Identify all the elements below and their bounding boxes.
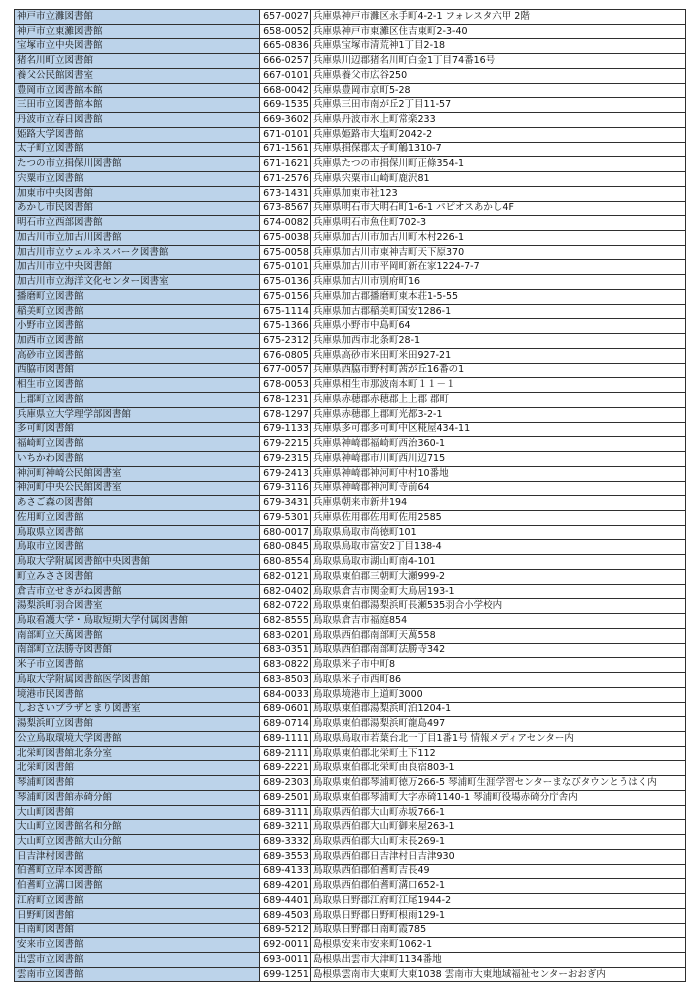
postal-code-cell: 679-3116 [260, 481, 311, 496]
address-cell: 兵庫県多可郡多可町中区糀屋434-11 [311, 422, 686, 437]
address-cell: 鳥取県日野郡日南町霞785 [311, 923, 686, 938]
postal-code-cell: 684-0033 [260, 687, 311, 702]
address-cell: 鳥取県東伯郡湯梨浜町長瀬535羽合小学校内 [311, 599, 686, 614]
table-row [15, 525, 686, 540]
address-cell: 兵庫県加古川市平岡町新在家1224-7-7 [311, 260, 686, 275]
postal-code-cell: 679-2215 [260, 437, 311, 452]
postal-code-cell: 675-0136 [260, 275, 311, 290]
postal-code-cell: 689-1111 [260, 731, 311, 746]
library-name-cell: 宍粟市立図書館 [15, 172, 260, 187]
address-cell: 鳥取県東伯郡琴浦町大字赤碕1140-1 琴浦町役場赤碕分庁舎内 [311, 790, 686, 805]
table-row [15, 363, 686, 378]
library-name-cell: 神河町中央公民館図書室 [15, 481, 260, 496]
postal-code-cell: 674-0082 [260, 216, 311, 231]
table-row [15, 10, 686, 25]
library-name-cell: 湯梨浜町立図書館 [15, 717, 260, 732]
postal-code-cell: 679-3431 [260, 496, 311, 511]
library-name-cell: 神戸市立東灘図書館 [15, 24, 260, 39]
address-cell: 兵庫県揖保郡太子町鵤1310-7 [311, 142, 686, 157]
address-cell: 鳥取県日野郡日野町根雨129-1 [311, 908, 686, 923]
library-name-cell: 出雲市立図書館 [15, 953, 260, 968]
address-cell: 兵庫県加古川市別府町16 [311, 275, 686, 290]
table-row [15, 201, 686, 216]
address-cell: 兵庫県姫路市大塩町2042-2 [311, 127, 686, 142]
table-row [15, 628, 686, 643]
postal-code-cell: 673-1431 [260, 186, 311, 201]
library-name-cell: 琴浦町図書館 [15, 776, 260, 791]
postal-code-cell: 689-2111 [260, 746, 311, 761]
postal-code-cell: 675-0058 [260, 245, 311, 260]
table-row [15, 584, 686, 599]
table-row [15, 172, 686, 187]
address-cell: 兵庫県西脇市野村町茜が丘16番の1 [311, 363, 686, 378]
table-row [15, 835, 686, 850]
address-cell: 鳥取県倉吉市関金町大鳥居193-1 [311, 584, 686, 599]
library-name-cell: 日吉津村図書館 [15, 849, 260, 864]
library-name-cell: 加古川市立加古川図書館 [15, 231, 260, 246]
postal-code-cell: 669-3602 [260, 113, 311, 128]
table-row [15, 113, 686, 128]
address-cell: 鳥取県西伯郡大山町赤坂766-1 [311, 805, 686, 820]
library-name-cell: 公立鳥取環境大学図書館 [15, 731, 260, 746]
table-row [15, 98, 686, 113]
postal-code-cell: 679-5301 [260, 510, 311, 525]
table-row [15, 687, 686, 702]
address-cell: 鳥取県東伯郡琴浦町徳万266-5 琴浦町生涯学習センターまなびタウンとうはく内 [311, 776, 686, 791]
postal-code-cell: 682-0402 [260, 584, 311, 599]
table-row [15, 540, 686, 555]
table-row [15, 746, 686, 761]
address-cell: 鳥取県西伯郡伯耆町吉長49 [311, 864, 686, 879]
library-table [14, 9, 686, 982]
table-row [15, 923, 686, 938]
address-cell: 兵庫県加西市北条町28-1 [311, 334, 686, 349]
address-cell: 兵庫県小野市中島町64 [311, 319, 686, 334]
table-row [15, 39, 686, 54]
table-row [15, 967, 686, 982]
table-row [15, 289, 686, 304]
table-row [15, 820, 686, 835]
postal-code-cell: 671-1621 [260, 157, 311, 172]
postal-code-cell: 689-4201 [260, 879, 311, 894]
table-row [15, 673, 686, 688]
table-row [15, 437, 686, 452]
postal-code-cell: 671-0101 [260, 127, 311, 142]
address-cell: 鳥取県日野郡江府町江尾1944-2 [311, 894, 686, 909]
postal-code-cell: 669-1535 [260, 98, 311, 113]
address-cell: 鳥取県西伯郡南部町天萬558 [311, 628, 686, 643]
postal-code-cell: 668-0042 [260, 83, 311, 98]
table-row [15, 953, 686, 968]
library-name-cell: 上郡町立図書館 [15, 393, 260, 408]
address-cell: 兵庫県川辺郡猪名川町白金1丁目74番16号 [311, 54, 686, 69]
library-name-cell: 江府町立図書館 [15, 894, 260, 909]
library-name-cell: 小野市立図書館 [15, 319, 260, 334]
postal-code-cell: 675-2312 [260, 334, 311, 349]
postal-code-cell: 675-0156 [260, 289, 311, 304]
postal-code-cell: 683-0822 [260, 658, 311, 673]
table-row [15, 54, 686, 69]
library-name-cell: 南部町立天萬図書館 [15, 628, 260, 643]
address-cell: 鳥取県西伯郡大山町御来屋263-1 [311, 820, 686, 835]
library-name-cell: 丹波市立春日図書館 [15, 113, 260, 128]
table-row [15, 614, 686, 629]
postal-code-cell: 680-8554 [260, 555, 311, 570]
address-cell: 兵庫県神崎郡神河町寺前64 [311, 481, 686, 496]
library-name-cell: 稲美町立図書館 [15, 304, 260, 319]
postal-code-cell: 675-0038 [260, 231, 311, 246]
table-row [15, 127, 686, 142]
table-row [15, 864, 686, 879]
address-cell: 兵庫県神崎郡神河町中村10番地 [311, 466, 686, 481]
address-cell: 鳥取県西伯郡日吉津村日吉津930 [311, 849, 686, 864]
table-row [15, 894, 686, 909]
address-cell: 兵庫県佐用郡佐用町佐用2585 [311, 510, 686, 525]
address-cell: 兵庫県加東市社123 [311, 186, 686, 201]
postal-code-cell: 689-3553 [260, 849, 311, 864]
library-name-cell: いちかわ図書館 [15, 452, 260, 467]
address-cell: 鳥取県東伯郡三朝町大瀬999-2 [311, 569, 686, 584]
library-name-cell: 伯耆町立岸本図書館 [15, 864, 260, 879]
library-name-cell: あかし市民図書館 [15, 201, 260, 216]
table-row [15, 83, 686, 98]
library-name-cell: 太子町立図書館 [15, 142, 260, 157]
address-cell: 兵庫県三田市南が丘2丁目11-57 [311, 98, 686, 113]
library-name-cell: 加東市中央図書館 [15, 186, 260, 201]
address-cell: 兵庫県明石市魚住町702-3 [311, 216, 686, 231]
address-cell: 鳥取県東伯郡北栄町土下112 [311, 746, 686, 761]
address-cell: 兵庫県宍粟市山崎町鹿沢81 [311, 172, 686, 187]
address-cell: 鳥取県米子市西町86 [311, 673, 686, 688]
table-row [15, 422, 686, 437]
postal-code-cell: 689-0714 [260, 717, 311, 732]
library-name-cell: 加古川市立海洋文化センター図書室 [15, 275, 260, 290]
postal-code-cell: 689-4133 [260, 864, 311, 879]
postal-code-cell: 683-0351 [260, 643, 311, 658]
library-name-cell: 大山町図書館 [15, 805, 260, 820]
table-row [15, 231, 686, 246]
address-cell: 兵庫県加古郡播磨町東本荘1-5-55 [311, 289, 686, 304]
postal-code-cell: 689-3211 [260, 820, 311, 835]
postal-code-cell: 683-8503 [260, 673, 311, 688]
library-name-cell: 福崎町立図書館 [15, 437, 260, 452]
postal-code-cell: 689-0601 [260, 702, 311, 717]
library-name-cell: 豊岡市立図書館本館 [15, 83, 260, 98]
table-row [15, 938, 686, 953]
postal-code-cell: 678-0053 [260, 378, 311, 393]
library-name-cell: 南部町立法勝寺図書館 [15, 643, 260, 658]
library-name-cell: 鳥取県立図書館 [15, 525, 260, 540]
postal-code-cell: 658-0052 [260, 24, 311, 39]
table-row [15, 319, 686, 334]
address-cell: 鳥取県東伯郡北栄町由良宿803-1 [311, 761, 686, 776]
address-cell: 島根県出雲市大津町1134番地 [311, 953, 686, 968]
address-cell: 鳥取県西伯郡伯耆町溝口652-1 [311, 879, 686, 894]
postal-code-cell: 676-0805 [260, 348, 311, 363]
address-cell: 兵庫県養父市広谷250 [311, 68, 686, 83]
table-row [15, 643, 686, 658]
postal-code-cell: 675-0101 [260, 260, 311, 275]
table-row [15, 790, 686, 805]
address-cell: 兵庫県加古川市加古川町木村226-1 [311, 231, 686, 246]
library-name-cell: 佐用町立図書館 [15, 510, 260, 525]
table-row [15, 393, 686, 408]
address-cell: 兵庫県たつの市揖保川町正條354-1 [311, 157, 686, 172]
postal-code-cell: 673-8567 [260, 201, 311, 216]
library-name-cell: 鳥取大学附属図書館医学図書館 [15, 673, 260, 688]
library-name-cell: 湯梨浜町羽合図書室 [15, 599, 260, 614]
table-row [15, 849, 686, 864]
address-cell: 兵庫県相生市那波南本町１１－１ [311, 378, 686, 393]
library-name-cell: 倉吉市立せきがね図書館 [15, 584, 260, 599]
address-cell: 島根県安来市安来町1062-1 [311, 938, 686, 953]
library-name-cell: たつの市立揖保川図書館 [15, 157, 260, 172]
postal-code-cell: 679-1133 [260, 422, 311, 437]
table-row [15, 805, 686, 820]
table-row [15, 466, 686, 481]
postal-code-cell: 667-0101 [260, 68, 311, 83]
address-cell: 兵庫県神戸市東灘区住吉東町2-3-40 [311, 24, 686, 39]
postal-code-cell: 680-0845 [260, 540, 311, 555]
library-name-cell: 伯耆町立溝口図書館 [15, 879, 260, 894]
postal-code-cell: 689-2221 [260, 761, 311, 776]
address-cell: 兵庫県赤穂郡上郡町光都3-2-1 [311, 407, 686, 422]
library-name-cell: 加古川市立中央図書館 [15, 260, 260, 275]
postal-code-cell: 671-1561 [260, 142, 311, 157]
address-cell: 兵庫県神崎郡福崎町西治360-1 [311, 437, 686, 452]
table-row [15, 555, 686, 570]
library-name-cell: 明石市立西部図書館 [15, 216, 260, 231]
table-row [15, 304, 686, 319]
address-cell: 鳥取県西伯郡南部町法勝寺342 [311, 643, 686, 658]
postal-code-cell: 680-0017 [260, 525, 311, 540]
library-name-cell: 日野町図書館 [15, 908, 260, 923]
postal-code-cell: 689-3111 [260, 805, 311, 820]
address-cell: 島根県雲南市大東町大東1038 雲南市大東地域福祉センターおおぎ内 [311, 967, 686, 982]
table-row [15, 142, 686, 157]
table-row [15, 908, 686, 923]
library-table-body [15, 10, 686, 982]
table-row [15, 157, 686, 172]
table-row [15, 334, 686, 349]
library-name-cell: 三田市立図書館本館 [15, 98, 260, 113]
table-row [15, 348, 686, 363]
postal-code-cell: 665-0836 [260, 39, 311, 54]
address-cell: 兵庫県豊岡市京町5-28 [311, 83, 686, 98]
library-name-cell: 西脇市図書館 [15, 363, 260, 378]
library-name-cell: 加古川市立ウェルネスパーク図書館 [15, 245, 260, 260]
postal-code-cell: 682-0121 [260, 569, 311, 584]
library-name-cell: 境港市民図書館 [15, 687, 260, 702]
postal-code-cell: 689-5212 [260, 923, 311, 938]
library-name-cell: 猪名川町立図書館 [15, 54, 260, 69]
library-name-cell: 北栄町図書館 [15, 761, 260, 776]
address-cell: 兵庫県神崎郡市川町西川辺715 [311, 452, 686, 467]
postal-code-cell: 682-8555 [260, 614, 311, 629]
postal-code-cell: 689-2501 [260, 790, 311, 805]
table-row [15, 599, 686, 614]
table-row [15, 658, 686, 673]
library-name-cell: 鳥取看護大学・鳥取短期大学付属図書館 [15, 614, 260, 629]
table-row [15, 879, 686, 894]
library-name-cell: 大山町立図書館名和分館 [15, 820, 260, 835]
address-cell: 鳥取県鳥取市湖山町南4-101 [311, 555, 686, 570]
table-row [15, 761, 686, 776]
postal-code-cell: 678-1231 [260, 393, 311, 408]
postal-code-cell: 671-2576 [260, 172, 311, 187]
address-cell: 兵庫県赤穂郡赤穂郡上上郡 郡町 [311, 393, 686, 408]
library-name-cell: 鳥取市立図書館 [15, 540, 260, 555]
library-name-cell: 鳥取大学附属図書館中央図書館 [15, 555, 260, 570]
address-cell: 兵庫県加古郡稲美町国安1286-1 [311, 304, 686, 319]
postal-code-cell: 675-1366 [260, 319, 311, 334]
library-name-cell: 町立みささ図書館 [15, 569, 260, 584]
address-cell: 兵庫県宝塚市清荒神1丁目2-18 [311, 39, 686, 54]
table-row [15, 717, 686, 732]
address-cell: 鳥取県鳥取市富安2丁目138-4 [311, 540, 686, 555]
address-cell: 鳥取県東伯郡湯梨浜町泊1204-1 [311, 702, 686, 717]
table-row [15, 186, 686, 201]
table-row [15, 569, 686, 584]
library-name-cell: 神河町神崎公民館図書室 [15, 466, 260, 481]
postal-code-cell: 666-0257 [260, 54, 311, 69]
library-name-cell: 日南町図書館 [15, 923, 260, 938]
table-row [15, 260, 686, 275]
library-name-cell: 北栄町図書館北条分室 [15, 746, 260, 761]
table-row [15, 378, 686, 393]
library-name-cell: 多可町図書館 [15, 422, 260, 437]
address-cell: 兵庫県明石市大明石町1-6-1 パピオスあかし4F [311, 201, 686, 216]
address-cell: 鳥取県鳥取市若葉台北一丁目1番1号 情報メディアセンター内 [311, 731, 686, 746]
library-name-cell: 兵庫県立大学理学部図書館 [15, 407, 260, 422]
library-name-cell: 大山町立図書館大山分館 [15, 835, 260, 850]
postal-code-cell: 677-0057 [260, 363, 311, 378]
library-name-cell: 雲南市立図書館 [15, 967, 260, 982]
table-row [15, 216, 686, 231]
library-name-cell: 米子市立図書館 [15, 658, 260, 673]
table-row [15, 275, 686, 290]
postal-code-cell: 683-0201 [260, 628, 311, 643]
library-name-cell: 宝塚市立中央図書館 [15, 39, 260, 54]
library-name-cell: 加西市立図書館 [15, 334, 260, 349]
postal-code-cell: 682-0722 [260, 599, 311, 614]
postal-code-cell: 675-1114 [260, 304, 311, 319]
address-cell: 鳥取県東伯郡湯梨浜町龍島497 [311, 717, 686, 732]
table-row [15, 407, 686, 422]
address-cell: 鳥取県米子市中町8 [311, 658, 686, 673]
postal-code-cell: 693-0011 [260, 953, 311, 968]
postal-code-cell: 679-2413 [260, 466, 311, 481]
postal-code-cell: 657-0027 [260, 10, 311, 25]
table-row [15, 702, 686, 717]
address-cell: 兵庫県朝来市新井194 [311, 496, 686, 511]
postal-code-cell: 689-2303 [260, 776, 311, 791]
table-row [15, 245, 686, 260]
library-name-cell: 高砂市立図書館 [15, 348, 260, 363]
postal-code-cell: 678-1297 [260, 407, 311, 422]
table-row [15, 68, 686, 83]
postal-code-cell: 679-2315 [260, 452, 311, 467]
address-cell: 鳥取県鳥取市尚徳町101 [311, 525, 686, 540]
table-row [15, 481, 686, 496]
address-cell: 鳥取県境港市上道町3000 [311, 687, 686, 702]
postal-code-cell: 689-4503 [260, 908, 311, 923]
library-name-cell: 播磨町立図書館 [15, 289, 260, 304]
library-name-cell: しおさいプラザとまり図書室 [15, 702, 260, 717]
library-name-cell: 安来市立図書館 [15, 938, 260, 953]
address-cell: 兵庫県神戸市灘区永手町4-2-1 フォレスタ六甲 2階 [311, 10, 686, 25]
library-name-cell: 相生市立図書館 [15, 378, 260, 393]
postal-code-cell: 689-3332 [260, 835, 311, 850]
table-row [15, 496, 686, 511]
address-cell: 兵庫県高砂市米田町米田927-21 [311, 348, 686, 363]
address-cell: 兵庫県丹波市氷上町常楽233 [311, 113, 686, 128]
table-row [15, 510, 686, 525]
postal-code-cell: 689-4401 [260, 894, 311, 909]
library-name-cell: 養父公民館図書室 [15, 68, 260, 83]
address-cell: 兵庫県加古川市東神吉町天下原370 [311, 245, 686, 260]
address-cell: 鳥取県倉吉市福庭854 [311, 614, 686, 629]
address-cell: 鳥取県西伯郡大山町末長269-1 [311, 835, 686, 850]
postal-code-cell: 699-1251 [260, 967, 311, 982]
table-row [15, 452, 686, 467]
table-row [15, 776, 686, 791]
library-name-cell: 琴浦町図書館赤碕分館 [15, 790, 260, 805]
library-name-cell: 神戸市立灘図書館 [15, 10, 260, 25]
postal-code-cell: 692-0011 [260, 938, 311, 953]
library-name-cell: あさご森の図書館 [15, 496, 260, 511]
table-row [15, 731, 686, 746]
table-row [15, 24, 686, 39]
library-name-cell: 姫路大学図書館 [15, 127, 260, 142]
